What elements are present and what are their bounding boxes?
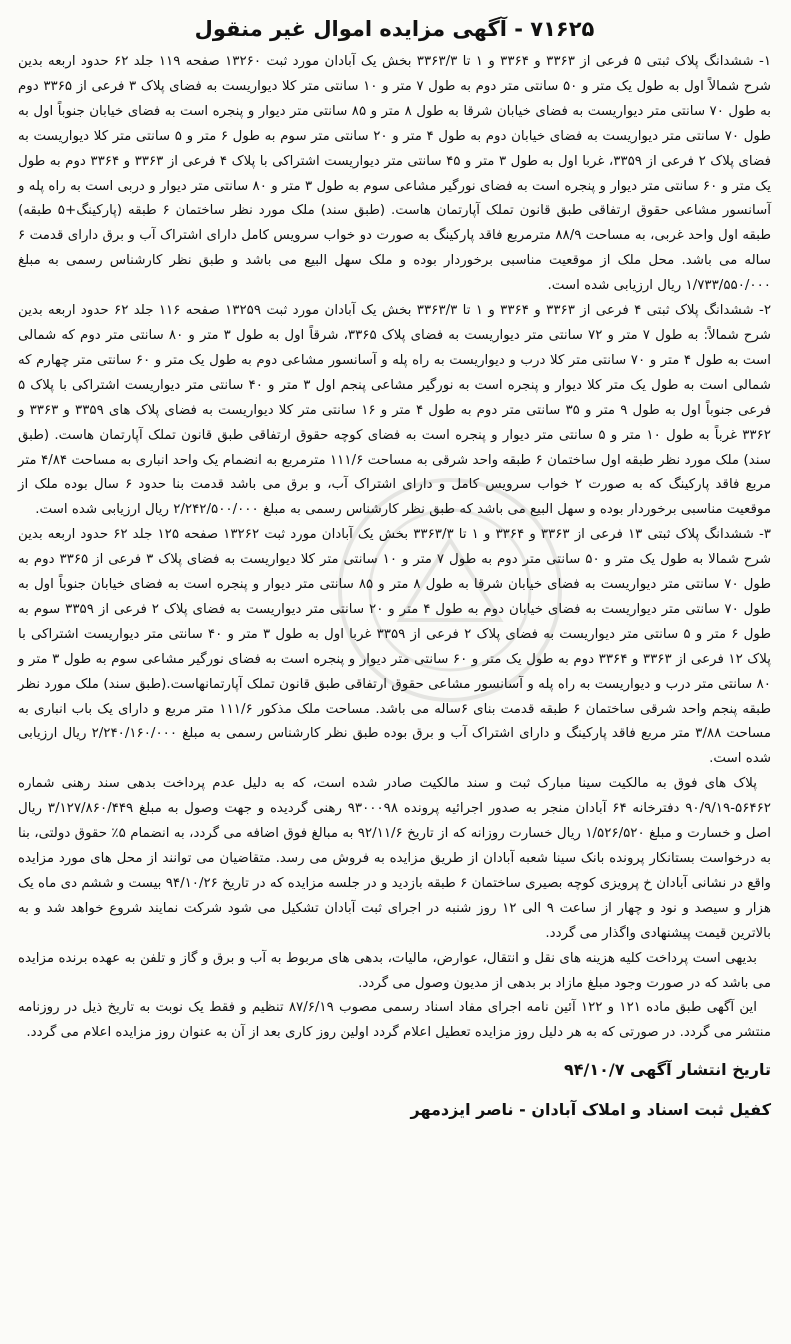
paragraph-item-3: ۳- ششدانگ پلاک ثبتی ۱۳ فرعی از ۳۳۶۳ و ۳۳۶۴ و ۱ تا ۳۳۶۳/۳ بخش یک آبادان مورد ثبت ۱۳۲۶۲ صفحه ۱۲۵ جلد ۶۲ حدود اربعه بدین شرح شمالا به طول یک متر و ۵۰ سانتی متر دوم به طول ۷ متر و ۱۰ سانتی متر کلا دیواریست به فضای پلاک ۳ فرعی از ۳۳۶۵ دوم به طول ۷۰ سانتی متر دیواریست به فضای خیابان شرقا به طول ۸ متر و ۸۵ سانتی متر دیوار و پنجره است به فضای خیابان جنوباً اول به طول ۷۰ سانتی متر دیواریست به فضای خیابان دوم به طول ۴ متر و ۲۰ سانتی متر دیواریست به فضای پلاک ۲ فرعی از ۳۳۵۹ سوم به طول ۶ متر و ۵ سانتی متر دیواریست به فضای پلاک ۲ فرعی از ۳۳۵۹ غربا اول به طول ۳ متر و ۴۰ سانتی متر دیواریست اشتراکی با پلاک ۱۲ فرعی از ۳۳۶۳ و ۳۳۶۴ دوم به طول یک متر و ۶۰ سانتی متر دیوار و پنجره است به فضای نورگیر مشاعی سوم به طول ۳ متر و ۸۰ سانتی متر درب و دیواریست به راه پله و آسانسور مشاعی حقوق ارتفاقی طبق قانون تملک آپارتمانهاست.(طبق سند) ملک مورد نظر طبقه پنجم واحد شرقی ساختمان ۶ طبقه قدمت بنای ۶ساله می باشد. مساحت ملک مذکور ۱۱۱/۶ متر مربع و دارای یک باب انباری به مساحت ۳/۸۸ متر مربع فاقد پارکینگ و دارای اشتراک آب و برق بوده طبق نظر کارشناس رسمی به مبلغ ۲/۲۴۰/۱۶۰/۰۰۰ ریال ارزیابی شده است.: [18, 527, 772, 767]
paragraph-item-2: ۲- ششدانگ پلاک ثبتی ۴ فرعی از ۳۳۶۳ و ۳۳۶۴ و ۱ تا ۳۳۶۳/۳ بخش یک آبادان مورد ثبت ۱۳۲۵۹ صفحه ۱۱۶ جلد ۶۲ حدود اربعه بدین شرح شمالاً: به طول ۷ متر و ۷۲ سانتی متر دیواریست به فضای پلاک ۳۳۶۵، شرقاً اول به طول ۳ متر و ۸۰ سانتی متر دوم که شمالی است به طول ۴ متر و ۷۰ سانتی متر کلا درب و دیواریست به راه پله و آسانسور مشاعی دوم به طول یک متر و ۶۰ سانتی متر چهارم که شمالی است به طول یک متر کلا دیوار و پنجره است به نورگیر مشاعی پنجم اول ۳ متر و ۴۰ سانتی متر دیواریست اشتراکی با پلاک ۵ فرعی جنوباً اول به طول ۹ متر و ۳۵ سانتی متر دوم به طول ۴ متر و ۱۶ سانتی متر کلا دیواریست به فضای پلاک های ۳۳۵۹ و ۳۳۶۳ و ۳۳۶۲ غرباً به طول ۱۰ متر و ۵ سانتی متر دیوار و پنجره است به فضای کوچه حقوق ارتفاقی طبق قانون تملک آپارتمان هاست. (طبق سند) ملک مورد نظر طبقه اول ساختمان ۶ طبقه واحد شرقی به مساحت ۱۱۱/۶ مترمربع به انضمام یک واحد انباری به مساحت ۴/۸۴ متر مربع فاقد پارکینگ که به صورت ۲ خواب سرویس کامل و دارای اشتراک آب، و برق می باشد قدمت بنا حدود ۶ سال بوده ملک از موقعیت مناسبی برخوردار بوده و سهل البیع می باشد که طبق نظر کارشناس رسمی به مبلغ ۲/۲۴۲/۵۰۰/۰۰۰ ریال ارزیابی شده است.: [18, 303, 772, 518]
paragraph-ownership: پلاک های فوق به مالکیت سینا مبارک ثبت و سند مالکیت صادر شده است، که به دلیل عدم پرداخت بدهی سند رهنی شماره ۵۶۴۶۲-۹۰/۹/۱۹ دفترخانه ۶۴ آبادان منجر به صدور اجرائیه پرونده ۹۳۰۰۰۹۸ رهنی گردیده و جهت وصول به مبلغ ۳/۱۲۷/۸۶۰/۴۴۹ ریال اصل و خسارت و مبلغ ۱/۵۲۶/۵۲۰ ریال خسارت روزانه که از تاریخ ۹۲/۱۱/۶ به مبالغ فوق اضافه می گردد، به انضمام ۵٪ حقوق دولتی، بنا به درخواست بستانکار پرونده بانک سینا شعبه آبادان از طریق مزایده به فروش می رسد. متقاضیان می توانند از محل های مورد مزایده واقع در نشانی آبادان خ پرویزی کوچه بصیری ساختمان ۶ طبقه بازدید و در جلسه مزایده که در تاریخ ۹۴/۱۰/۲۶ بیست و ششم دی ماه یک هزار و سیصد و نود و چهار از ساعت ۹ الی ۱۲ روز شنبه در اجرای ثبت آبادان تشکیل می شود شرکت نمایند شروع خواهد شد و به بالاترین قیمت پیشنهادی واگذار می گردد.: [18, 776, 771, 941]
paragraph-costs: بدیهی است پرداخت کلیه هزینه های نقل و انتقال، عوارض، مالیات، بدهی های مربوط به آب و برق و گاز و تلفن به عهده برنده مزایده می باشد که در صورت وجود مبلغ مازاد بر بدهی از مدیون وصول می گردد.: [18, 950, 771, 991]
paragraph-legal-basis: این آگهی طبق ماده ۱۲۱ و ۱۲۲ آئین نامه اجرای مفاد اسناد رسمی مصوب ۸۷/۶/۱۹ تنظیم و فقط یک نوبت به تاریخ ذیل در روزنامه منتشر می گردد. در صورتی که به هر دلیل روز مزایده تعطیل اعلام گردد اولین روز کاری بعد از آن به عنوان روز مزایده اعلام می گردد.: [18, 1000, 771, 1041]
signer-line: کفیل ثبت اسناد و املاک آبادان - ناصر ایزدمهر: [410, 1100, 771, 1120]
paragraph-item-1: ۱- ششدانگ پلاک ثبتی ۵ فرعی از ۳۳۶۳ و ۳۳۶۴ و ۱ تا ۳۳۶۳/۳ بخش یک آبادان مورد ثبت ۱۳۲۶۰ صفحه ۱۱۹ جلد ۶۲ حدود اربعه بدین شرح شمالاً اول به طول یک متر و ۵۰ سانتی متر دوم به طول ۷ متر و ۱۰ سانتی متر کلا دیواریست به فضای پلاک ۳ فرعی از ۳۳۶۵ دوم به طول ۷۰ سانتی متر دیواریست به فضای خیابان شرقا به طول ۸ متر و ۸۵ سانتی متر دیوار و پنجره است به فضای خیابان جنوباً اول به طول ۷۰ سانتی متر دیواریست به فضای خیابان دوم به طول ۴ متر و ۲۰ سانتی متر سوم به طول ۶ متر و ۵ سانتی متر کلا دیواریست به فضای پلاک ۲ فرعی از ۳۳۵۹، غربا اول به طول ۳ متر و ۴۵ سانتی متر دیواریست اشتراکی با پلاک ۴ فرعی از ۳۳۶۳ و ۳۳۶۴ دوم به طول یک متر و ۶۰ سانتی متر دیوار و پنجره است به فضای نورگیر مشاعی سوم به طول ۳ متر و ۸۰ سانتی متر دیوار و دربی است به راه پله و آسانسور مشاعی حقوق ارتفاقی طبق قانون تملک آپارتمان هاست. (طبق سند) ملک مورد نظر ساختمان ۶ طبقه (پارکینگ+۵ طبقه) طبقه اول واحد غربی، به مساحت ۸۸/۹ مترمربع فاقد پارکینگ به صورت دو خواب سرویس کامل دارای اشتراک آب و برق دارای قدمت ۶ ساله می باشد. محل ملک از موقعیت مناسبی برخوردار بوده و ملک سهل البیع می باشد و طبق نظر کارشناس رسمی به مبلغ ۱/۷۳۳/۵۵۰/۰۰۰ ریال ارزیابی شده است.: [18, 54, 772, 294]
publication-date: تاریخ انتشار آگهی ۹۴/۱۰/۷: [563, 1060, 771, 1080]
notice-title: ۷۱۶۲۵ - آگهی مزایده اموال غیر منقول: [194, 17, 595, 41]
